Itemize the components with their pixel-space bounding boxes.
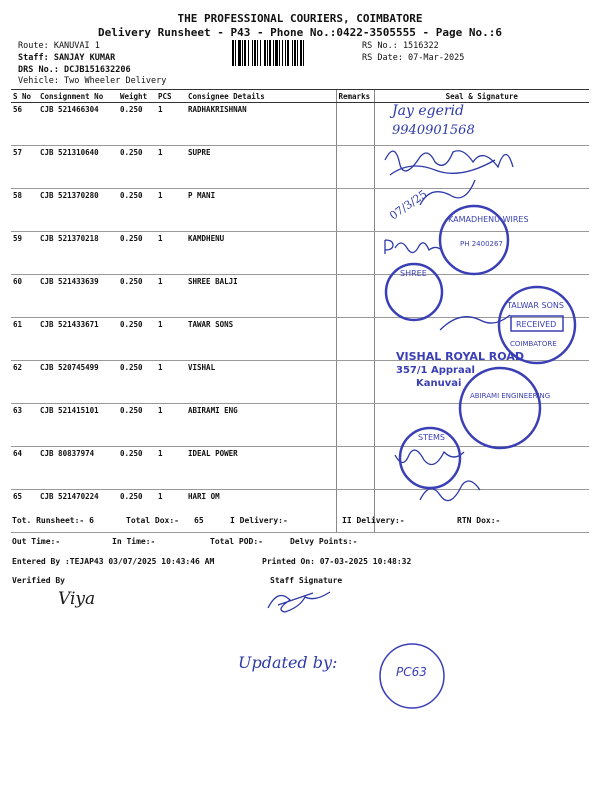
row-pcs: 1 <box>156 103 186 146</box>
row-consignment-no: CJB 520745499 <box>38 361 118 404</box>
updated-by-handwritten: Updated by: <box>238 653 338 672</box>
col-consignment: Consignment No <box>38 90 118 103</box>
row-consignee: KAMDHENU <box>186 232 336 275</box>
row65-signature <box>420 481 480 501</box>
rtn-dox: RTN Dox:- <box>457 516 501 525</box>
row-pcs: 1 <box>156 318 186 361</box>
shree-stamp-text: SHREE <box>400 269 427 278</box>
rs-date: RS Date: 07-Mar-2025 <box>362 53 465 63</box>
row64-signature <box>395 450 464 464</box>
col-sno: S No <box>11 90 38 103</box>
tot-runsheet: Tot. Runsheet:- 6 <box>12 516 94 525</box>
entered-by: Entered By :TEJAP43 03/07/2025 10:43:46 AM <box>12 557 215 566</box>
row-sno: 58 <box>11 189 38 232</box>
row56-signature: Jay egerid <box>392 103 464 119</box>
row-weight: 0.250 <box>118 146 156 189</box>
rs-number: RS No.: 1516322 <box>362 41 439 51</box>
drs-number: DRS No.: DCJB151632206 <box>18 65 131 75</box>
row-pcs: 1 <box>156 361 186 404</box>
row-pcs: 1 <box>156 404 186 447</box>
i-delivery: I Delivery:- <box>230 516 288 525</box>
row-consignee: TAWAR SONS <box>186 318 336 361</box>
row-weight: 0.250 <box>118 318 156 361</box>
row-consignment-no: CJB 521433639 <box>38 275 118 318</box>
row-consignee: SUPRE <box>186 146 336 189</box>
row-consignee: SHREE BALJI <box>186 275 336 318</box>
row58-signature <box>420 180 475 205</box>
row-consignee: RADHAKRISHNAN <box>186 103 336 146</box>
runsheet-subtitle: Delivery Runsheet - P43 - Phone No.:0422-3505555 - Page No.:6 <box>98 26 502 39</box>
staff-signature-scribble <box>268 592 330 612</box>
col-pcs: PCS <box>156 90 186 103</box>
row-consignee: IDEAL POWER <box>186 447 336 490</box>
row56-phone: 9940901568 <box>392 123 475 138</box>
row-sno: 63 <box>11 404 38 447</box>
staff-signature-label: Staff Signature <box>270 576 343 585</box>
row-sno: 60 <box>11 275 38 318</box>
abirami-stamp-text: ABIRAMI ENGINEERING <box>470 392 551 400</box>
row-pcs: 1 <box>156 275 186 318</box>
row-consignment-no: CJB 80837974 <box>38 447 118 490</box>
vishal-stamp-line1: VISHAL ROYAL ROAD <box>396 350 524 363</box>
row-weight: 0.250 <box>118 232 156 275</box>
row-weight: 0.250 <box>118 189 156 232</box>
row-weight: 0.250 <box>118 103 156 146</box>
col-weight: Weight <box>118 90 156 103</box>
vehicle-label: Vehicle: Two Wheeler Delivery <box>18 76 167 86</box>
row-consignment-no: CJB 521470224 <box>38 490 118 533</box>
row-consignment-no: CJB 521370218 <box>38 232 118 275</box>
out-time: Out Time:- <box>12 537 61 546</box>
row-sno: 65 <box>11 490 38 533</box>
row-consignment-no: CJB 521370280 <box>38 189 118 232</box>
row-sno: 61 <box>11 318 38 361</box>
received-text: RECEIVED <box>516 320 557 329</box>
total-pod: Total POD:- <box>210 537 263 546</box>
row-consignment-no: CJB 521433671 <box>38 318 118 361</box>
vishal-stamp-line3: Kanuvai <box>416 378 462 389</box>
row-sno: 64 <box>11 447 38 490</box>
row-consignment-no: CJB 521466304 <box>38 103 118 146</box>
row-pcs: 1 <box>156 189 186 232</box>
abirami-stamp <box>460 368 540 448</box>
total-dox-value: 65 <box>194 516 204 525</box>
row-sno: 56 <box>11 103 38 146</box>
talwar-stamp-text: TALWAR SONS <box>507 301 564 310</box>
row-consignment-no: CJB 521415101 <box>38 404 118 447</box>
row-consignee: P MANI <box>186 189 336 232</box>
row-pcs: 1 <box>156 232 186 275</box>
row-pcs: 1 <box>156 146 186 189</box>
row-sno: 62 <box>11 361 38 404</box>
row-sno: 57 <box>11 146 38 189</box>
kamadhenu-stamp-text: KAMADHENU WIRES <box>448 215 529 224</box>
row-consignee: ABIRAMI ENG <box>186 404 336 447</box>
col-remarks: Remarks <box>336 90 374 103</box>
delvy-points: Delvy Points:- <box>290 537 358 546</box>
row-weight: 0.250 <box>118 404 156 447</box>
row57-underline <box>390 160 495 175</box>
row-pcs: 1 <box>156 490 186 533</box>
ii-delivery: II Delivery:- <box>342 516 405 525</box>
row-sno: 59 <box>11 232 38 275</box>
route-label: Route: KANUVAI 1 <box>18 41 100 51</box>
total-dox-label: Total Dox:- <box>126 516 179 525</box>
row59-signature <box>385 240 443 254</box>
in-time: In Time:- <box>112 537 156 546</box>
talwar-city-text: COIMBATORE <box>510 340 557 348</box>
row-pcs: 1 <box>156 447 186 490</box>
col-seal-signature: Seal & Signature <box>374 90 589 103</box>
stems-stamp-text: STEMS <box>418 433 445 442</box>
col-consignee: Consignee Details <box>186 90 336 103</box>
verified-by-label: Verified By <box>12 576 65 585</box>
row-consignee: HARI OM <box>186 490 336 533</box>
company-title: THE PROFESSIONAL COURIERS, COIMBATORE <box>177 12 423 25</box>
row-consignee: VISHAL <box>186 361 336 404</box>
kamadhenu-stamp-code: PH 2400267 <box>460 240 503 248</box>
row-weight: 0.250 <box>118 361 156 404</box>
row-weight: 0.250 <box>118 447 156 490</box>
updated-seal-text: PC63 <box>396 665 427 679</box>
row58-date: 07/3/25 <box>387 187 430 223</box>
row-weight: 0.250 <box>118 490 156 533</box>
row-weight: 0.250 <box>118 275 156 318</box>
verified-signature: Viya <box>58 589 96 609</box>
vishal-stamp-line2: 357/1 Appraal <box>396 365 475 376</box>
printed-on: Printed On: 07-03-2025 10:48:32 <box>262 557 412 566</box>
staff-label: Staff: SANJAY KUMAR <box>18 53 116 63</box>
row-consignment-no: CJB 521310640 <box>38 146 118 189</box>
